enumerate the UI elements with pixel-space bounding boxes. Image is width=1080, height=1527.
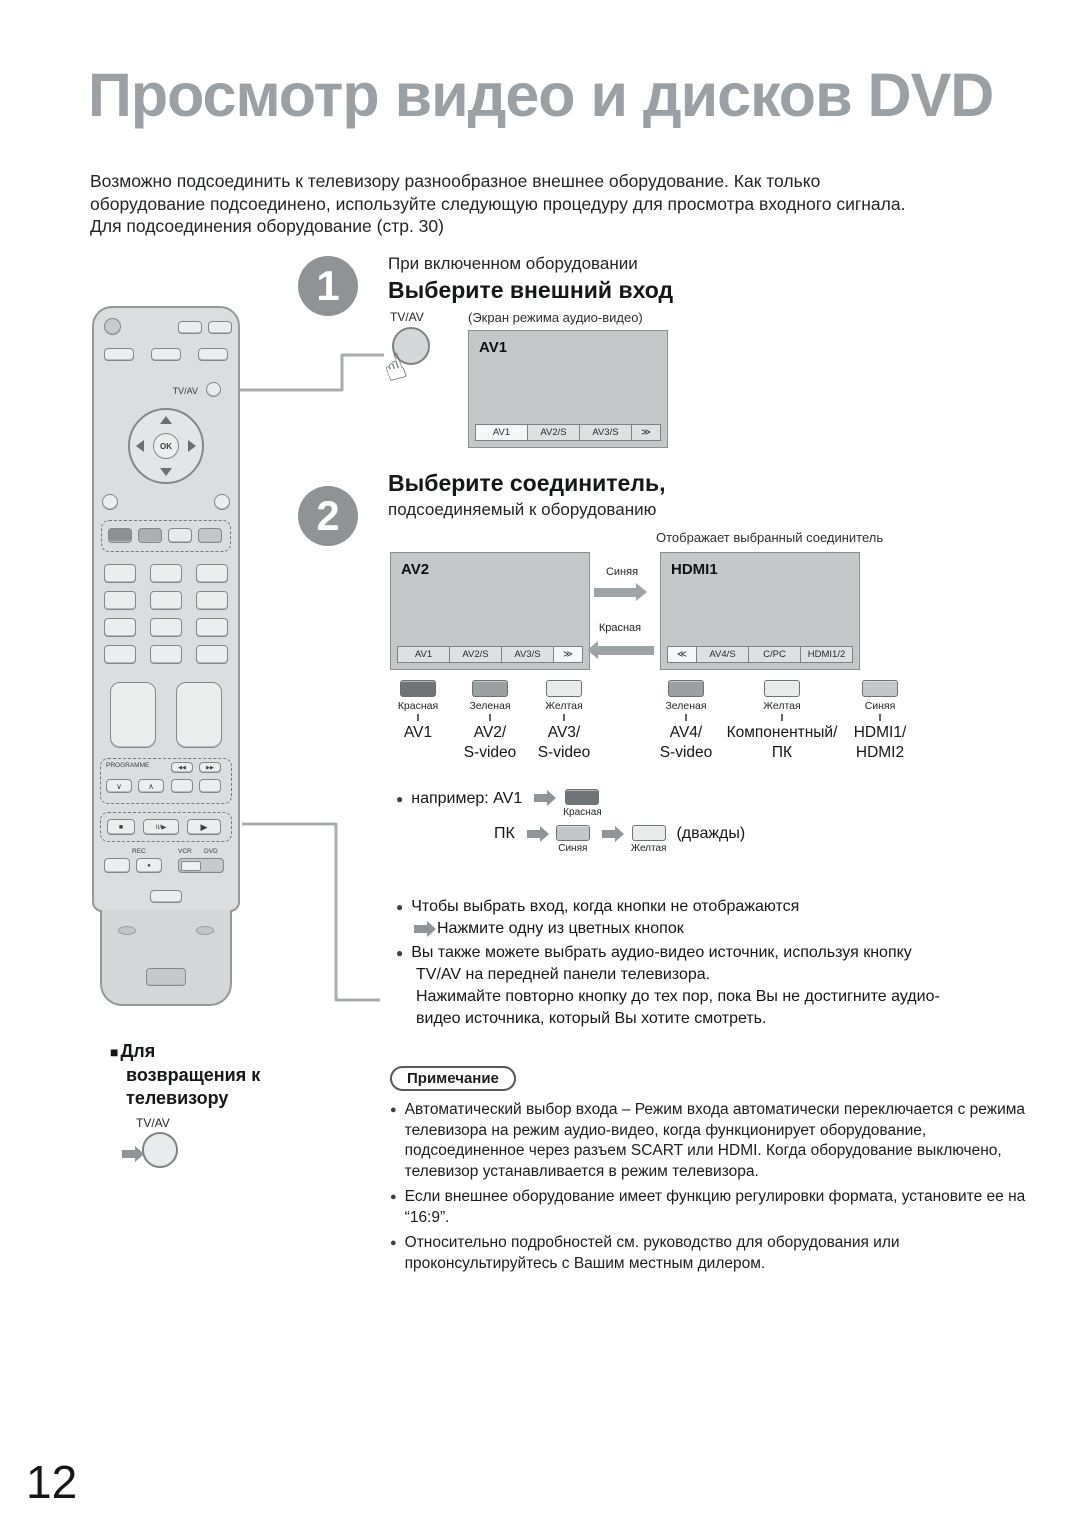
blue-arrow-label: Синяя — [605, 566, 639, 578]
colour-name: Желтая — [763, 700, 801, 712]
skip-back-button — [171, 762, 193, 773]
remote-button — [150, 591, 182, 610]
yellow-button-icon — [764, 680, 800, 697]
screen-tab: AV1 — [475, 424, 528, 441]
programme-group — [100, 758, 232, 804]
hand-icon: ☝ — [377, 345, 413, 392]
remote-button — [104, 618, 136, 637]
step-1-number: 1 — [316, 262, 340, 309]
bullet-item — [396, 942, 1056, 964]
arrow-icon — [122, 1150, 135, 1158]
input-name: ПК — [771, 744, 793, 761]
red-button-icon — [565, 789, 599, 805]
tick — [879, 714, 881, 721]
screen-tab: AV3/S — [501, 646, 554, 663]
input-name: AV4/ — [669, 724, 703, 741]
bullet-text: Нажмите одну из цветных кнопок — [437, 920, 684, 937]
note-title: Примечание — [390, 1066, 516, 1091]
tick — [781, 714, 783, 721]
channel-up-icon: ∧ — [148, 781, 154, 791]
skip-forward-icon: ▶▶ — [206, 764, 214, 771]
rocker-button — [110, 682, 156, 748]
example-row-1 — [396, 788, 602, 818]
colour-name: Красная — [397, 700, 439, 712]
step-1-heading: Выберите внешний вход — [388, 277, 674, 303]
red-button — [108, 528, 132, 543]
input-name: S-video — [659, 744, 713, 761]
return-heading: ■ Для — [110, 1040, 350, 1064]
channel-up-button — [138, 779, 164, 793]
colour-name: Зеленая — [665, 700, 707, 712]
remote-button — [196, 645, 228, 664]
intro-line: Возможно подсоединить к телевизору разнообразное внешнее оборудование. Как только — [90, 171, 821, 191]
ok-label: OK — [160, 441, 172, 451]
rec-label: REC — [132, 848, 146, 855]
remote-button — [150, 645, 182, 664]
yellow-button-icon — [632, 825, 666, 841]
screen-tab: AV2/S — [449, 646, 502, 663]
power-button — [104, 318, 121, 335]
colour-name: Синяя — [864, 700, 896, 712]
remote-button — [196, 618, 228, 637]
screen-tab: AV1 — [397, 646, 450, 663]
yellow-button-stack — [631, 825, 667, 854]
colour-buttons-group — [101, 520, 231, 552]
note-item — [390, 1100, 1034, 1182]
example-1-text: ● например: AV1 — [411, 790, 523, 807]
step-1-badge — [298, 256, 358, 316]
screen-tab: HDMI1/2 — [800, 646, 853, 663]
remote-button — [102, 494, 118, 510]
programme-label: PROGRAMME — [106, 762, 150, 769]
screen-tab-more: ≫ — [553, 646, 583, 663]
pause-button — [143, 819, 179, 835]
example-2-suffix: (дважды) — [676, 825, 746, 842]
remote-button — [178, 321, 202, 334]
return-tvav-label: TV/AV — [136, 1116, 170, 1130]
rocker-button — [176, 682, 222, 748]
blue-button-stack — [556, 825, 590, 854]
bullet-subitem — [414, 918, 1056, 940]
note-section — [390, 1066, 1034, 1279]
remote-button — [104, 645, 136, 664]
input-name: AV2/ — [473, 724, 507, 741]
arrow-icon — [527, 830, 540, 838]
remote-button — [198, 348, 228, 361]
channel-down-button — [106, 779, 132, 793]
rec-dot-icon: ● — [147, 862, 151, 869]
remote-control-illustration — [92, 306, 240, 1008]
return-heading: возвращения к — [126, 1065, 261, 1085]
dpad — [128, 408, 204, 484]
av-screen-1 — [468, 330, 668, 448]
tvav-remote-label: TV/AV — [172, 386, 198, 396]
note-item — [390, 1233, 1034, 1274]
colour-legend-blue — [818, 680, 942, 763]
yellow-button-caption: Желтая — [630, 843, 667, 854]
number-button-grid — [104, 564, 228, 664]
input-name: AV3/ — [547, 724, 581, 741]
colour-name: Зеленая — [469, 700, 511, 712]
remote-button — [171, 779, 193, 793]
bullet-text: видео источника, который Вы хотите смотреть. — [416, 1010, 767, 1027]
colour-name: Желтая — [545, 700, 583, 712]
remote-button — [150, 618, 182, 637]
step-2-number: 2 — [316, 492, 340, 539]
red-arrow-label: Красная — [598, 622, 642, 634]
screen-tab: C/PC — [748, 646, 801, 663]
arrow-icon — [602, 830, 615, 838]
step-2-caption: Отображает выбранный соединитель — [656, 530, 884, 545]
skip-back-icon: ◀◀ — [178, 764, 186, 771]
screen-tab: AV2/S — [527, 424, 580, 441]
input-name: HDMI1/ — [853, 724, 907, 741]
step-1-lead: При включенном оборудовании — [388, 254, 638, 273]
blue-button — [198, 528, 222, 543]
bullet-text: Нажимайте повторно кнопку до тех пор, пока Вы не достигните аудио- — [416, 988, 940, 1005]
rec-button — [136, 858, 162, 873]
remote-button — [104, 858, 130, 873]
vcr-dvd-switch — [178, 858, 224, 873]
tick — [563, 714, 565, 721]
screen-tab-more: ≫ — [631, 424, 661, 441]
bullet-text: ● Чтобы выбрать вход, когда кнопки не отображаются — [411, 898, 800, 915]
example-row-2 — [494, 824, 745, 854]
av-screen-left — [390, 552, 590, 670]
tick — [417, 714, 419, 721]
screen-left-tabs — [397, 646, 583, 663]
note-text: ● Если внешнее оборудование имеет функцию регулировки формата, установите ее на “16:9”. — [404, 1188, 1026, 1226]
remote-button — [199, 779, 221, 793]
bullet-item — [396, 896, 1056, 918]
note-text: ● Относительно подробностей см. руководство для оборудования или проконсультируйтесь с Вашим местным дилером. — [404, 1234, 900, 1272]
screen-left-title: AV2 — [401, 561, 430, 578]
playback-group — [100, 812, 232, 842]
ok-button — [153, 433, 179, 459]
intro-text — [90, 170, 905, 238]
screen1-title: AV1 — [479, 339, 508, 356]
dpad-left-icon — [136, 440, 144, 452]
remote-button — [150, 564, 182, 583]
step-2-badge — [298, 486, 358, 546]
dpad-up-icon — [160, 416, 172, 424]
stop-button — [107, 819, 135, 835]
intro-line: Для подсоединения оборудование (стр. 30) — [90, 216, 444, 236]
remote-button — [104, 564, 136, 583]
shell-detail — [196, 926, 214, 935]
arrow-icon — [534, 794, 547, 802]
red-button-stack — [563, 789, 601, 818]
vcr-label: VCR — [178, 848, 192, 855]
remote-lower-shell — [100, 910, 232, 1006]
tvav-remote-button — [206, 382, 221, 397]
blue-button-icon — [556, 825, 590, 841]
remote-button — [208, 321, 232, 334]
play-icon: ▶ — [200, 821, 208, 832]
screen1-caption: (Экран режима аудио-видео) — [468, 310, 643, 325]
screen-right-title: HDMI1 — [671, 561, 718, 578]
play-button — [187, 819, 221, 835]
remote-button — [196, 591, 228, 610]
step-2-heading: Выберите соединитель, — [388, 470, 666, 496]
step-2-notes — [396, 896, 1056, 1030]
remote-button — [104, 591, 136, 610]
remote-button — [214, 494, 230, 510]
input-name: S-video — [537, 744, 591, 761]
shell-latch — [146, 968, 186, 986]
colour-legend-yellow — [502, 680, 626, 763]
switch-knob — [181, 861, 201, 871]
bullet-text: ● Вы также можете выбрать аудио-видео источник, используя кнопку — [411, 944, 912, 961]
page-number: 12 — [26, 1456, 78, 1508]
remote-button — [196, 564, 228, 583]
input-name: HDMI2 — [855, 744, 905, 761]
return-tvav-button-graphic — [142, 1132, 178, 1168]
example-1 — [396, 788, 522, 810]
yellow-button-icon — [546, 680, 582, 697]
note-text: ● Автоматический выбор входа – Режим входа автоматически переключается с режима телевизора на режим аудио-видео, когда функционирует оборудование, подсоединенное через разъем SCART или HDMI. Когда оборудование выключено, телевизор устанавливается в режим телевизора. — [404, 1101, 1026, 1180]
yellow-button — [168, 528, 192, 543]
step-2-subheading: подсоединяемый к оборудованию — [388, 500, 657, 519]
blue-button-icon — [862, 680, 898, 697]
example-2-text: ПК — [494, 825, 515, 842]
input-name: AV1 — [403, 724, 433, 741]
screen-tab: AV3/S — [579, 424, 632, 441]
dvd-label: DVD — [204, 848, 218, 855]
remote-button — [151, 348, 181, 361]
av-screen-right — [660, 552, 860, 670]
bullet-text: TV/AV на передней панели телевизора. — [416, 966, 711, 983]
dpad-right-icon — [188, 440, 196, 452]
skip-forward-button — [199, 762, 221, 773]
screen-tab-back: ≪ — [667, 646, 697, 663]
tick — [489, 714, 491, 721]
return-to-tv-block — [110, 1040, 350, 1130]
channel-down-icon: ∨ — [116, 781, 122, 791]
screen1-tabs — [475, 424, 661, 441]
pause-icon: II/▶ — [155, 824, 167, 831]
note-item — [390, 1187, 1034, 1228]
intro-line: оборудование подсоединено, используйте следующую процедуру для просмотра входного сигнала. — [90, 193, 906, 214]
stop-icon: ■ — [118, 823, 124, 831]
green-button — [138, 528, 162, 543]
dpad-down-icon — [160, 468, 172, 476]
green-button-icon — [668, 680, 704, 697]
return-heading: телевизору — [126, 1088, 229, 1108]
forward-arrow-icon — [594, 588, 636, 597]
screen-tab: AV4/S — [696, 646, 749, 663]
page-title: Просмотр видео и дисков DVD — [88, 61, 994, 129]
remote-button — [150, 890, 182, 903]
tick — [685, 714, 687, 721]
tvav-press-label: TV/AV — [390, 310, 424, 324]
remote-button — [104, 348, 134, 361]
input-name: Компонентный/ — [726, 724, 838, 741]
red-button-caption: Красная — [563, 807, 602, 818]
screen-right-tabs — [667, 646, 853, 663]
arrow-icon — [414, 925, 427, 933]
input-name: S-video — [463, 744, 517, 761]
back-arrow-icon — [598, 646, 654, 655]
shell-detail — [118, 926, 136, 935]
blue-button-caption: Синяя — [558, 843, 588, 854]
